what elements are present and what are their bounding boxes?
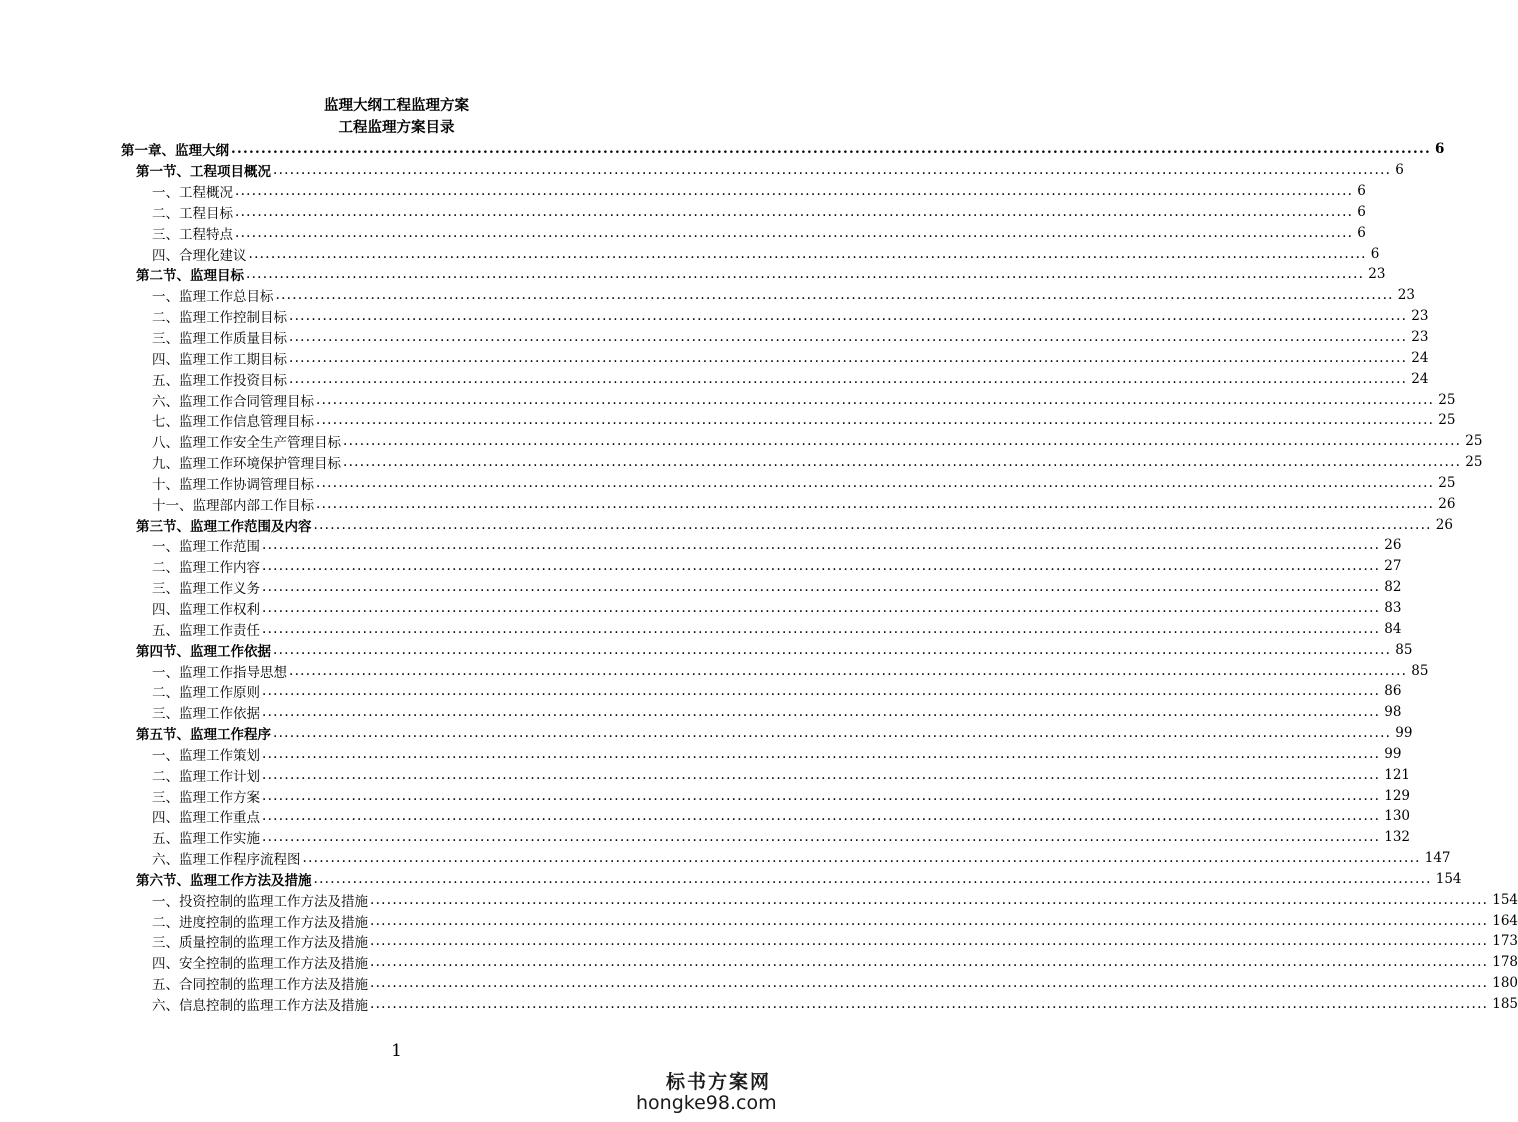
toc-entry-label: 五、合同控制的监理工作方法及措施 — [152, 977, 368, 994]
toc-subsection-entry[interactable] — [0, 702, 1402, 723]
toc-entry-label: 三、监理工作质量目标 — [152, 331, 287, 348]
watermark-text-en: hongke98.com — [636, 1092, 777, 1114]
toc-leader-dots: ........................................................................................................................................................................................................ — [231, 141, 1431, 158]
toc-entry-label: 第五节、监理工作程序 — [136, 727, 271, 744]
toc-heading: 工程监理方案目录 — [338, 119, 455, 136]
toc-entry-page: 84 — [1384, 620, 1402, 637]
toc-subsection-entry[interactable] — [0, 681, 1402, 702]
toc-subsection-entry[interactable] — [0, 827, 1411, 848]
toc-leader-dots: ........................................................................................................................................................................................................ — [235, 183, 1354, 200]
toc-subsection-entry[interactable] — [0, 660, 1429, 681]
toc-subsection-entry[interactable] — [0, 994, 1518, 1015]
toc-entry-page: 26 — [1438, 495, 1456, 512]
toc-entry-page: 26 — [1435, 516, 1453, 533]
toc-subsection-entry[interactable] — [0, 618, 1402, 639]
toc-subsection-entry[interactable] — [0, 368, 1429, 389]
toc-subsection-entry[interactable] — [0, 222, 1366, 243]
toc-leader-dots: ........................................................................................................................................................................................................ — [316, 474, 1435, 491]
toc-entry-page: 25 — [1438, 391, 1456, 408]
toc-entry-page: 6 — [1357, 224, 1366, 241]
toc-subsection-entry[interactable] — [0, 910, 1518, 931]
toc-entry-page: 25 — [1465, 433, 1483, 450]
toc-entry-label: 十、监理工作协调管理目标 — [152, 476, 314, 493]
toc-subsection-entry[interactable] — [0, 556, 1402, 577]
toc-entry-label: 第三节、监理工作范围及内容 — [136, 518, 312, 535]
toc-entry-label: 五、监理工作责任 — [152, 622, 260, 639]
toc-leader-dots: ........................................................................................................................................................................................................ — [316, 412, 1435, 429]
toc-subsection-entry[interactable] — [0, 577, 1402, 598]
toc-subsection-entry[interactable] — [0, 431, 1483, 452]
toc-entry-page: 85 — [1395, 641, 1413, 658]
toc-chapter-entry[interactable] — [0, 139, 1445, 160]
toc-entry-page: 25 — [1465, 454, 1483, 471]
toc-entry-page: 164 — [1492, 912, 1518, 929]
toc-entry-page: 98 — [1384, 704, 1402, 721]
toc-entry-label: 第六节、监理工作方法及措施 — [136, 872, 312, 889]
toc-entry-label: 三、监理工作义务 — [152, 581, 260, 598]
toc-entry-page: 121 — [1384, 766, 1411, 783]
toc-leader-dots: ........................................................................................................................................................................................................ — [248, 245, 1367, 262]
toc-subsection-entry[interactable] — [0, 327, 1429, 348]
toc-section-entry[interactable] — [0, 160, 1404, 181]
toc-entry-page: 129 — [1384, 787, 1411, 804]
toc-entry-label: 九、监理工作环境保护管理目标 — [152, 456, 341, 473]
toc-leader-dots: ........................................................................................................................................................................................................ — [289, 662, 1408, 679]
toc-entry-label: 一、监理工作总目标 — [152, 289, 274, 306]
toc-entry-page: 6 — [1357, 203, 1366, 220]
toc-section-entry[interactable] — [0, 869, 1462, 890]
toc-leader-dots: ........................................................................................................................................................................................................ — [302, 850, 1421, 867]
toc-entry-label: 四、安全控制的监理工作方法及措施 — [152, 956, 368, 973]
toc-subsection-entry[interactable] — [0, 806, 1411, 827]
toc-leader-dots: ........................................................................................................................................................................................................ — [273, 162, 1392, 179]
toc-subsection-entry[interactable] — [0, 535, 1402, 556]
toc-entry-label: 十一、监理部内部工作目标 — [152, 497, 314, 514]
toc-subsection-entry[interactable] — [0, 889, 1518, 910]
toc-entry-page: 6 — [1395, 162, 1404, 179]
toc-entry-page: 180 — [1492, 975, 1518, 992]
toc-entry-label: 二、监理工作控制目标 — [152, 310, 287, 327]
toc-entry-page: 24 — [1411, 370, 1429, 387]
toc-entry-page: 154 — [1435, 870, 1462, 887]
table-of-contents — [0, 139, 1518, 1015]
toc-leader-dots: ........................................................................................................................................................................................................ — [273, 641, 1392, 658]
toc-entry-page: 23 — [1411, 308, 1429, 325]
toc-entry-page: 86 — [1384, 683, 1402, 700]
toc-leader-dots: ........................................................................................................................................................................................................ — [262, 558, 1381, 575]
toc-leader-dots: ........................................................................................................................................................................................................ — [313, 870, 1432, 887]
toc-entry-label: 二、监理工作原则 — [152, 685, 260, 702]
toc-entry-label: 四、监理工作重点 — [152, 810, 260, 827]
toc-subsection-entry[interactable] — [0, 973, 1518, 994]
toc-entry-page: 99 — [1384, 745, 1402, 762]
toc-entry-page: 99 — [1395, 725, 1413, 742]
toc-leader-dots: ........................................................................................................................................................................................................ — [316, 495, 1435, 512]
toc-section-entry[interactable] — [0, 514, 1453, 535]
toc-entry-page: 147 — [1424, 850, 1451, 867]
toc-entry-page: 132 — [1384, 829, 1411, 846]
toc-entry-label: 四、监理工作工期目标 — [152, 351, 287, 368]
toc-leader-dots: ........................................................................................................................................................................................................ — [262, 599, 1381, 616]
toc-subsection-entry[interactable] — [0, 306, 1429, 327]
document-title: 监理大纲工程监理方案 — [324, 97, 469, 114]
toc-leader-dots: ........................................................................................................................................................................................................ — [262, 579, 1381, 596]
toc-leader-dots: ........................................................................................................................................................................................................ — [273, 725, 1392, 742]
toc-subsection-entry[interactable] — [0, 181, 1366, 202]
toc-entry-label: 一、监理工作策划 — [152, 747, 260, 764]
toc-entry-label: 三、监理工作依据 — [152, 706, 260, 723]
toc-subsection-entry[interactable] — [0, 785, 1411, 806]
toc-entry-label: 一、监理工作范围 — [152, 539, 260, 556]
toc-entry-label: 五、监理工作投资目标 — [152, 372, 287, 389]
toc-entry-label: 二、工程目标 — [152, 205, 233, 222]
toc-entry-page: 154 — [1492, 891, 1518, 908]
toc-entry-page: 25 — [1438, 474, 1456, 491]
toc-entry-label: 第四节、监理工作依据 — [136, 643, 271, 660]
toc-entry-label: 一、工程概况 — [152, 185, 233, 202]
toc-leader-dots: ........................................................................................................................................................................................................ — [370, 912, 1489, 929]
toc-leader-dots: ........................................................................................................................................................................................................ — [246, 266, 1365, 283]
toc-entry-page: 6 — [1357, 183, 1366, 200]
page-number: 1 — [391, 1041, 402, 1061]
toc-leader-dots: ........................................................................................................................................................................................................ — [289, 308, 1408, 325]
toc-subsection-entry[interactable] — [0, 389, 1456, 410]
toc-leader-dots: ........................................................................................................................................................................................................ — [289, 370, 1408, 387]
toc-leader-dots: ........................................................................................................................................................................................................ — [262, 683, 1381, 700]
toc-entry-label: 四、合理化建议 — [152, 247, 247, 264]
toc-entry-label: 第一章、监理大纲 — [121, 143, 229, 160]
toc-entry-label: 六、监理工作程序流程图 — [152, 852, 301, 869]
toc-leader-dots: ........................................................................................................................................................................................................ — [262, 829, 1381, 846]
toc-leader-dots: ........................................................................................................................................................................................................ — [370, 954, 1489, 971]
toc-leader-dots: ........................................................................................................................................................................................................ — [370, 996, 1489, 1013]
toc-leader-dots: ........................................................................................................................................................................................................ — [262, 745, 1381, 762]
toc-leader-dots: ........................................................................................................................................................................................................ — [316, 391, 1435, 408]
toc-leader-dots: ........................................................................................................................................................................................................ — [289, 349, 1408, 366]
toc-section-entry[interactable] — [0, 264, 1386, 285]
watermark-text-cn: 标书方案网 — [666, 1071, 772, 1093]
toc-leader-dots: ........................................................................................................................................................................................................ — [262, 808, 1381, 825]
toc-subsection-entry[interactable] — [0, 764, 1411, 785]
toc-subsection-entry[interactable] — [0, 952, 1518, 973]
toc-entry-label: 二、监理工作计划 — [152, 768, 260, 785]
toc-subsection-entry[interactable] — [0, 452, 1483, 473]
toc-entry-label: 四、监理工作权利 — [152, 601, 260, 618]
toc-entry-label: 六、监理工作合同管理目标 — [152, 393, 314, 410]
toc-entry-page: 25 — [1438, 412, 1456, 429]
toc-subsection-entry[interactable] — [0, 202, 1366, 223]
toc-entry-page: 185 — [1492, 996, 1518, 1013]
toc-subsection-entry[interactable] — [0, 743, 1402, 764]
toc-subsection-entry[interactable] — [0, 848, 1451, 869]
toc-entry-label: 三、监理工作方案 — [152, 789, 260, 806]
toc-entry-page: 178 — [1492, 954, 1518, 971]
toc-entry-label: 二、进度控制的监理工作方法及措施 — [152, 914, 368, 931]
toc-entry-page: 6 — [1435, 141, 1445, 158]
toc-entry-page: 83 — [1384, 599, 1402, 616]
toc-entry-label: 三、工程特点 — [152, 226, 233, 243]
toc-subsection-entry[interactable] — [0, 598, 1402, 619]
toc-entry-page: 23 — [1397, 287, 1415, 304]
toc-leader-dots: ........................................................................................................................................................................................................ — [343, 454, 1462, 471]
toc-leader-dots: ........................................................................................................................................................................................................ — [262, 787, 1381, 804]
toc-section-entry[interactable] — [0, 639, 1413, 660]
toc-subsection-entry[interactable] — [0, 285, 1415, 306]
toc-leader-dots: ........................................................................................................................................................................................................ — [235, 203, 1354, 220]
toc-entry-label: 一、监理工作指导思想 — [152, 664, 287, 681]
toc-entry-label: 第二节、监理目标 — [136, 268, 244, 285]
toc-entry-label: 七、监理工作信息管理目标 — [152, 414, 314, 431]
toc-subsection-entry[interactable] — [0, 243, 1380, 264]
toc-subsection-entry[interactable] — [0, 410, 1456, 431]
toc-leader-dots: ........................................................................................................................................................................................................ — [370, 975, 1489, 992]
toc-subsection-entry[interactable] — [0, 493, 1456, 514]
toc-leader-dots: ........................................................................................................................................................................................................ — [370, 891, 1489, 908]
toc-leader-dots: ........................................................................................................................................................................................................ — [289, 329, 1408, 346]
toc-section-entry[interactable] — [0, 723, 1413, 744]
toc-entry-label: 八、监理工作安全生产管理目标 — [152, 435, 341, 452]
toc-subsection-entry[interactable] — [0, 347, 1429, 368]
toc-entry-page: 85 — [1411, 662, 1429, 679]
toc-entry-label: 五、监理工作实施 — [152, 831, 260, 848]
toc-entry-page: 23 — [1411, 329, 1429, 346]
toc-entry-label: 三、质量控制的监理工作方法及措施 — [152, 935, 368, 952]
toc-leader-dots: ........................................................................................................................................................................................................ — [262, 537, 1381, 554]
toc-entry-page: 26 — [1384, 537, 1402, 554]
toc-entry-page: 23 — [1368, 266, 1386, 283]
toc-entry-page: 82 — [1384, 579, 1402, 596]
toc-entry-page: 173 — [1492, 933, 1518, 950]
toc-subsection-entry[interactable] — [0, 931, 1518, 952]
toc-leader-dots: ........................................................................................................................................................................................................ — [313, 516, 1432, 533]
toc-entry-label: 二、监理工作内容 — [152, 560, 260, 577]
toc-subsection-entry[interactable] — [0, 473, 1456, 494]
toc-leader-dots: ........................................................................................................................................................................................................ — [343, 433, 1462, 450]
toc-leader-dots: ........................................................................................................................................................................................................ — [370, 933, 1489, 950]
toc-leader-dots: ........................................................................................................................................................................................................ — [275, 287, 1394, 304]
toc-leader-dots: ........................................................................................................................................................................................................ — [235, 224, 1354, 241]
toc-leader-dots: ........................................................................................................................................................................................................ — [262, 766, 1381, 783]
toc-entry-label: 第一节、工程项目概况 — [136, 164, 271, 181]
toc-entry-label: 六、信息控制的监理工作方法及措施 — [152, 998, 368, 1015]
toc-entry-page: 130 — [1384, 808, 1411, 825]
toc-leader-dots: ........................................................................................................................................................................................................ — [262, 620, 1381, 637]
toc-leader-dots: ........................................................................................................................................................................................................ — [262, 704, 1381, 721]
toc-entry-page: 6 — [1370, 245, 1380, 262]
toc-entry-page: 24 — [1411, 349, 1429, 366]
toc-entry-page: 27 — [1384, 558, 1402, 575]
toc-entry-label: 一、投资控制的监理工作方法及措施 — [152, 893, 368, 910]
